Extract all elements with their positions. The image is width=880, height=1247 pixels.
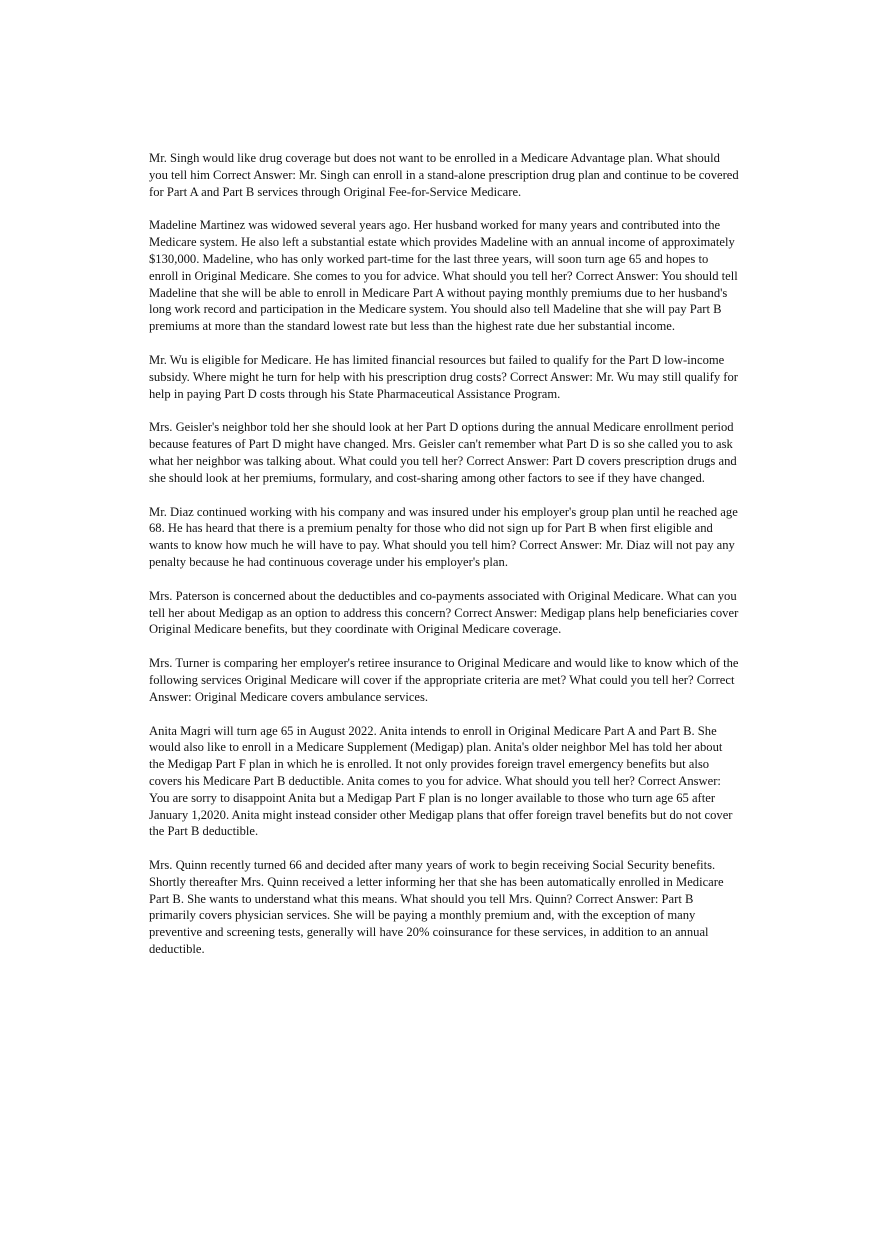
paragraph-diaz: Mr. Diaz continued working with his company and was insured under his employer's group plan until he reached age 68. He has heard that there is a premium penalty for those who did not sign up for Part B when first eligible and wants to know how much he will have to pay. What should you tell him? Correct Answer: Mr. Diaz will not pay any penalty because he had continuous coverage under his employer's plan. <box>149 504 738 569</box>
paragraph-geisler: Mrs. Geisler's neighbor told her she should look at her Part D options during the annual Medicare enrollment period because features of Part D might have changed. Mrs. Geisler can't remember what Part D is so she called you to ask what her neighbor was talking about. What could you tell her? Correct Answer: Part D covers prescription drugs and she should look at her premiums, formulary, and cost-sharing among other factors to see if they have changed. <box>149 420 737 485</box>
paragraph-quinn: Mrs. Quinn recently turned 66 and decided after many years of work to begin receiving Social Security benefits. Shortly thereafter Mrs. Quinn received a letter informing her that she has been automatically enrolled in Medicare Part B. She wants to understand what this means. What should you tell Mrs. Quinn? Correct Answer: Part B primarily covers physician services. She will be paying a monthly premium and, with the exception of many preventive and screening tests, generally will have 20% coinsurance for these services, in addition to an annual deductible. <box>149 858 724 957</box>
document-page <box>149 150 739 975</box>
paragraph-singh: Mr. Singh would like drug coverage but does not want to be enrolled in a Medicare Advantage plan. What should you tell him Correct Answer: Mr. Singh can enroll in a stand-alone prescription drug plan and continue to be covered for Part A and Part B services through Original Fee-for-Service Medicare. <box>149 151 739 199</box>
paragraph-paterson: Mrs. Paterson is concerned about the deductibles and co-payments associated with Original Medicare. What can you tell her about Medigap as an option to address this concern? Correct Answer: Medigap plans help beneficiaries cover Original Medicare benefits, but they coordinate with Original Medicare coverage. <box>149 588 739 637</box>
paragraph-martinez: Madeline Martinez was widowed several years ago. Her husband worked for many years and contributed into the Medicare system. He also left a substantial estate which provides Madeline with an annual income of approximately $130,000. Madeline, who has only worked part-time for the last three years, will soon turn age 65 and hopes to enroll in Original Medicare. She comes to you for advice. What should you tell her? Correct Answer: You should tell Madeline that she will be able to enroll in Medicare Part A without paying monthly premiums due to her husband's long work record and participation in the Medicare system. You should also tell Madeline that she will pay Part B premiums at more than the standard lowest rate but less than the highest rate due her substantial income. <box>149 218 738 334</box>
paragraph-turner: Mrs. Turner is comparing her employer's retiree insurance to Original Medicare and would like to know which of the following services Original Medicare will cover if the appropriate criteria are met? What could you tell her? Correct Answer: Original Medicare covers ambulance services. <box>149 656 739 704</box>
paragraph-wu: Mr. Wu is eligible for Medicare. He has limited financial resources but failed to qualify for the Part D low-income subsidy. Where might he turn for help with his prescription drug costs? Correct Answer: Mr. Wu may still qualify for help in paying Part D costs through his State Pharmaceutical Assistance Program. <box>149 352 738 401</box>
paragraph-magri: Anita Magri will turn age 65 in August 2022. Anita intends to enroll in Original Medicare Part A and Part B. She would also like to enroll in a Medicare Supplement (Medigap) plan. Anita's older neighbor Mel has told her about the Medigap Part F plan in which he is enrolled. It not only provides foreign travel emergency benefits but also covers his Medicare Part B deductible. Anita comes to you for advice. What should you tell her? Correct Answer: You are sorry to disappoint Anita but a Medigap Part F plan is no longer available to those who turn age 65 after January 1,2020. Anita might instead consider other Medigap plans that offer foreign travel benefits but do not cover the Part B deductible. <box>149 723 733 839</box>
